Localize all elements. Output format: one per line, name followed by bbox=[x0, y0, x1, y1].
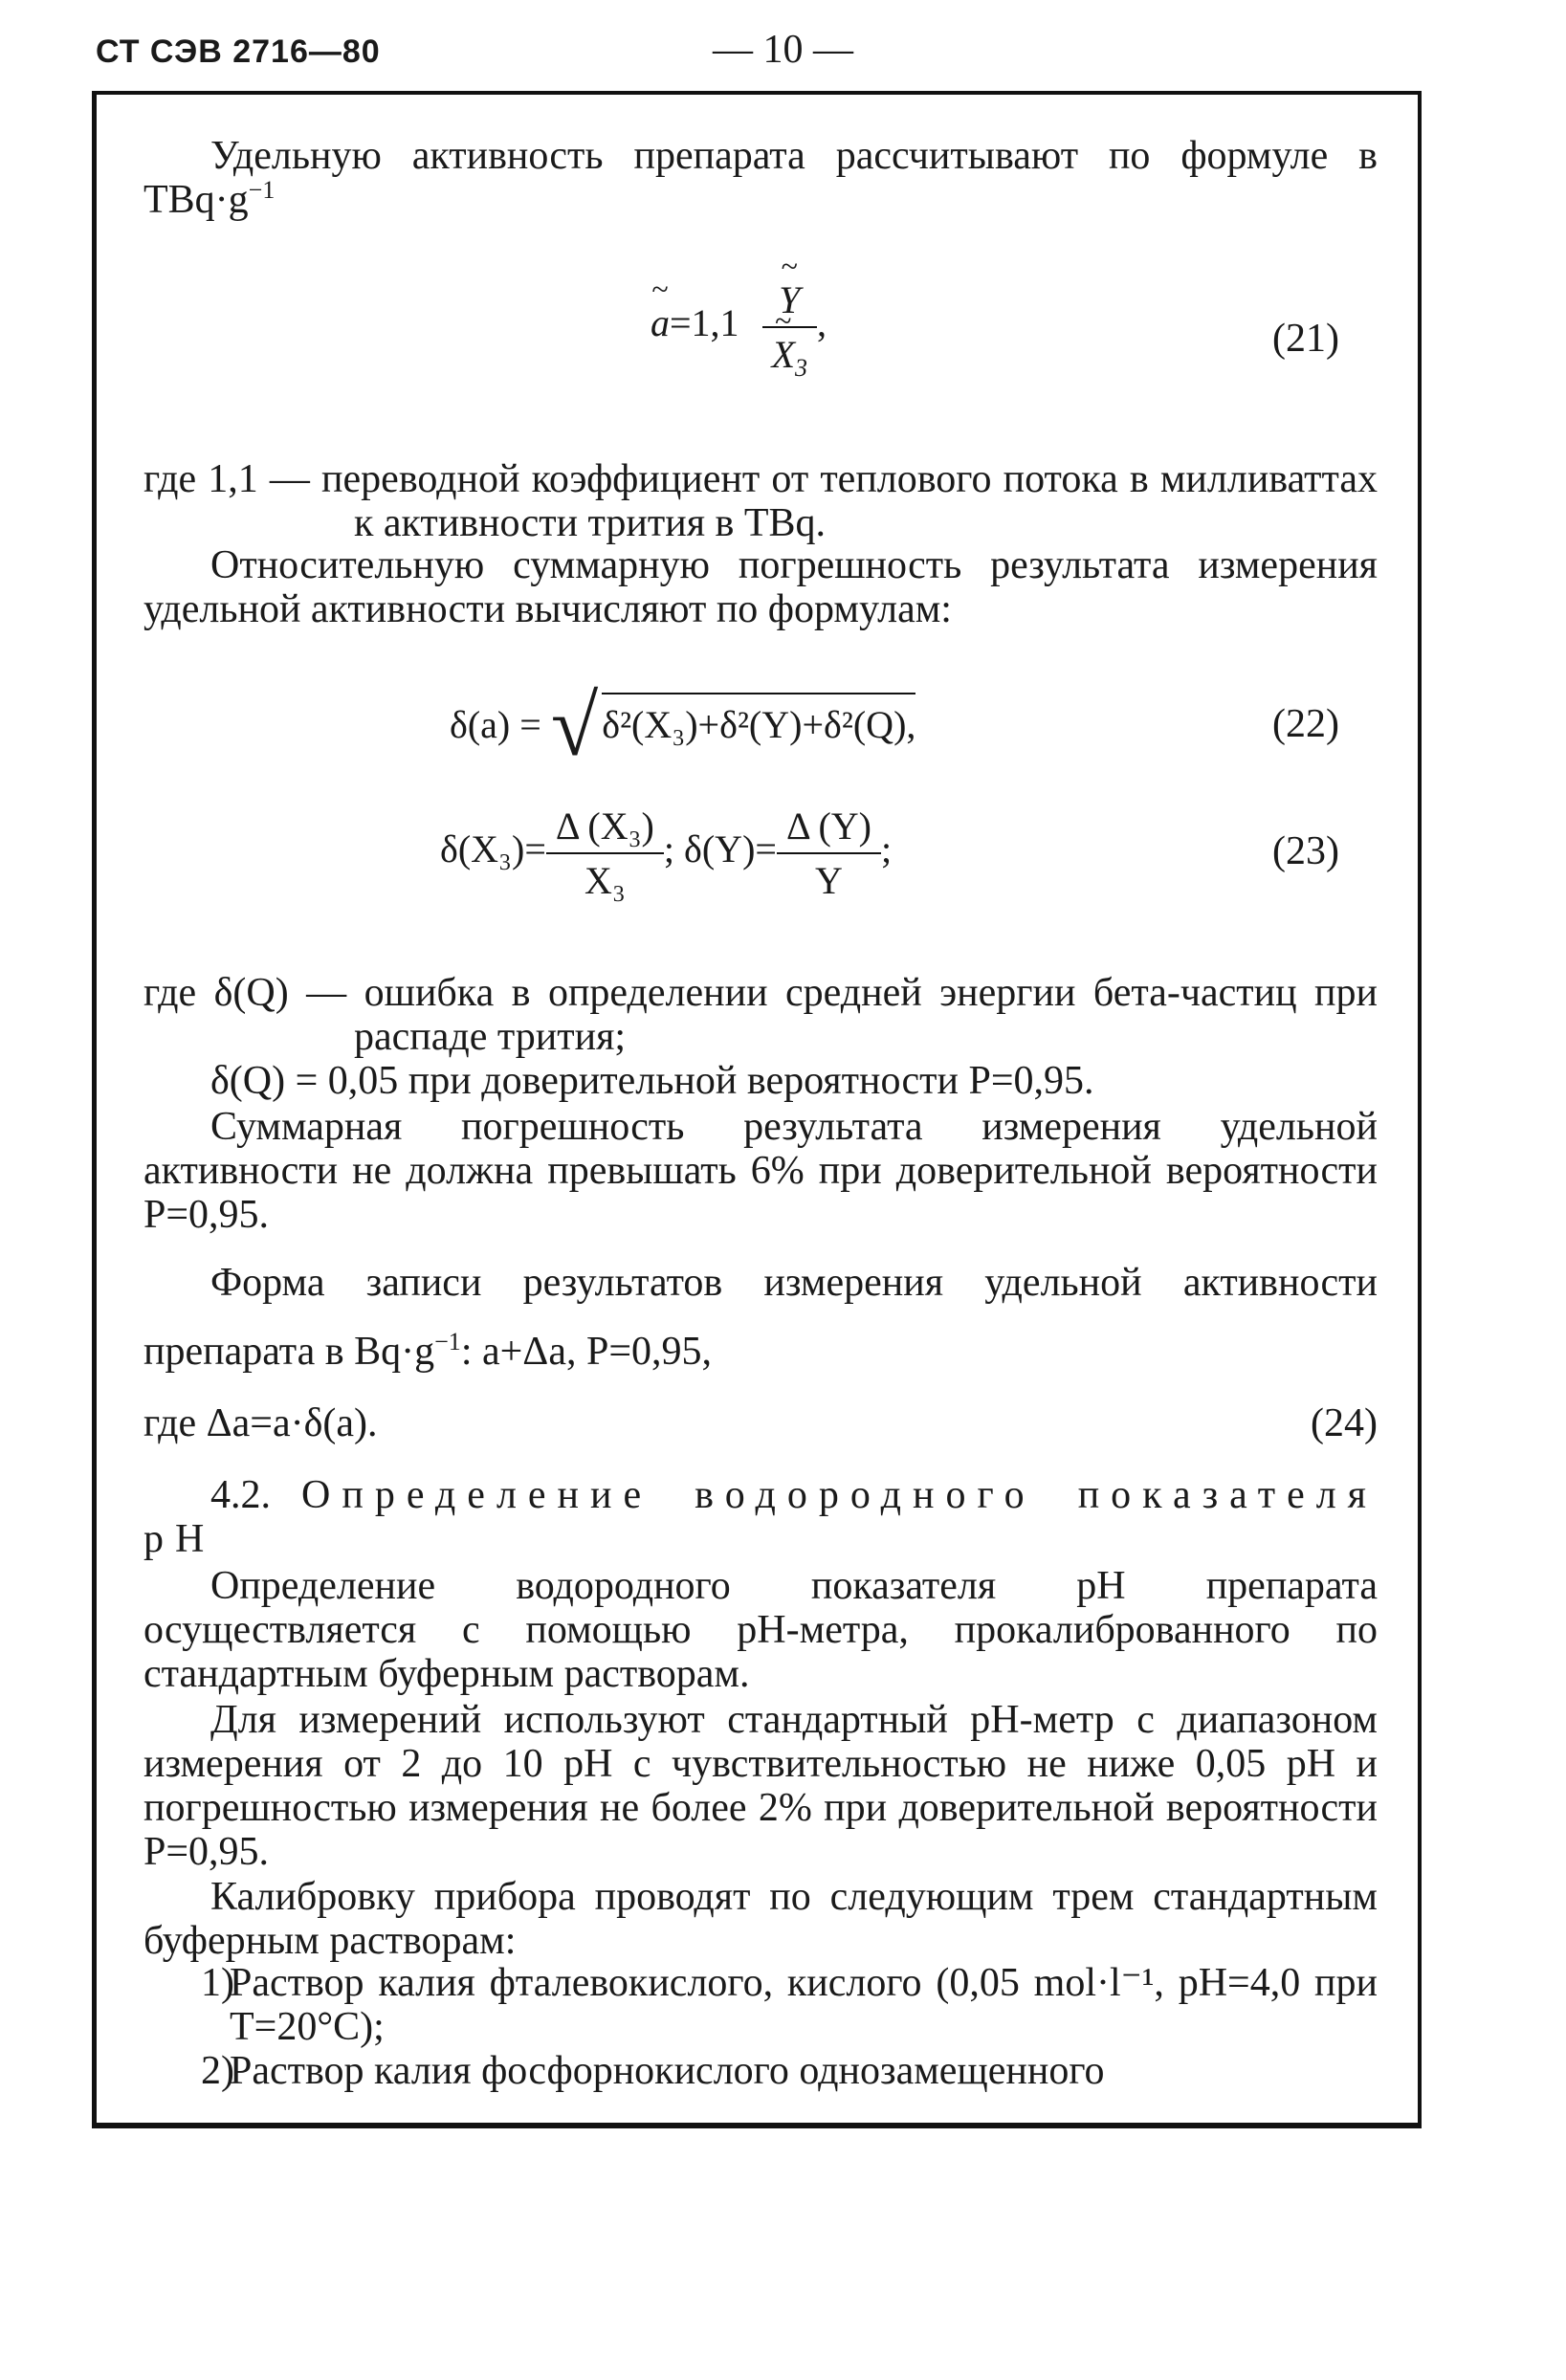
list-item-number: 2) bbox=[201, 2049, 234, 2093]
paragraph-text-formula: : a+Δa, P=0,95, bbox=[460, 1330, 713, 1374]
section-number: 4.2. bbox=[210, 1473, 271, 1517]
where-label: где 1,1 bbox=[143, 457, 258, 501]
equation-22 bbox=[450, 660, 916, 774]
superscript: −1 bbox=[434, 1328, 461, 1355]
square-root: √ δ²(X₃)+δ²(Y)+δ²(Q), bbox=[550, 679, 916, 774]
eq21-coefficient: =1,1 bbox=[670, 301, 739, 345]
eq24-text: где Δa=a·δ(a). bbox=[143, 1401, 378, 1445]
eq21-numerator: ~ Y bbox=[779, 277, 800, 322]
paragraph-text: Удельную активность препарата рассчитывают по формуле в TBq·g bbox=[143, 134, 1378, 222]
paragraph-text: Для измерений используют стандартный pH-метр с диапазоном измерения от 2 до 10 pH с чувствительностью не ниже 0,05 pH и погрешностью измерения не более 2% при доверительной вероятности P=0,95. bbox=[143, 1698, 1378, 1874]
eq23-semicolon: ; bbox=[881, 827, 893, 871]
eq21-lhs: ~ a bbox=[651, 300, 670, 345]
buffer-list bbox=[143, 1961, 1378, 2093]
eq21-fraction bbox=[762, 277, 817, 382]
list-item-text: Раствор калия фосфорнокислого однозамещенного bbox=[230, 2049, 1105, 2093]
paragraph-calibration bbox=[143, 1875, 1378, 1963]
section-heading-4-2 bbox=[143, 1473, 1378, 1561]
eq23-num1: Δ (X₃) bbox=[555, 804, 654, 848]
eq23-fraction2 bbox=[777, 804, 881, 903]
where-text: — ошибка в определении средней энергии бета-частиц при распаде трития; bbox=[306, 971, 1378, 1059]
where-text: — переводной коэффициент от теплового потока в милливаттах к активности трития в TBq. bbox=[269, 457, 1378, 545]
paragraph-text: Определение водородного показателя pH препарата осуществляется с помощью pH-метра, прокалиброванного по стандартным буферным растворам. bbox=[143, 1564, 1378, 1696]
eq21-comma: , bbox=[817, 301, 827, 345]
where-value-line: δ(Q) = 0,05 при доверительной вероятности P=0,95. bbox=[210, 1059, 1094, 1103]
paragraph-relative-error bbox=[143, 543, 1378, 631]
paragraph-total-error bbox=[143, 1105, 1378, 1237]
eq23-den2: Y bbox=[815, 859, 843, 902]
equation-21-number: (21) bbox=[1272, 317, 1339, 361]
eq23-fraction1 bbox=[546, 804, 664, 903]
paragraph-record-form bbox=[143, 1248, 1378, 1386]
equation-23-number: (23) bbox=[1272, 829, 1339, 873]
where-block-1 bbox=[143, 457, 1378, 545]
paragraph-text: Форма записи результатов измерения удельной активности препарата в Bq·g bbox=[143, 1261, 1378, 1374]
list-item-number: 1) bbox=[201, 1961, 234, 2005]
list-item-text: Раствор калия фталевокислого, кислого (0,05 mol·l⁻¹, pH=4,0 при T=20°C); bbox=[230, 1961, 1378, 2049]
paragraph-text: Относительную суммарную погрешность результата измерения удельной активности вычисляют по формулам: bbox=[143, 543, 1378, 631]
eq23-lhs2: δ(Y)= bbox=[684, 827, 777, 871]
paragraph-text: Суммарная погрешность результата измерения удельной активности не должна превышать 6% при доверительной вероятности P=0,95. bbox=[143, 1105, 1378, 1237]
superscript: −1 bbox=[248, 176, 276, 204]
list-item bbox=[143, 1961, 1378, 2049]
page-number: — 10 — bbox=[713, 28, 853, 72]
where-label: где δ(Q) bbox=[143, 971, 289, 1015]
section-title: Определение водородного показателя pH bbox=[143, 1473, 1379, 1561]
paragraph-text: Калибровку прибора проводят по следующим трем стандартным буферным растворам: bbox=[143, 1875, 1378, 1963]
equation-21 bbox=[651, 277, 827, 382]
where-block-2 bbox=[143, 971, 1378, 1103]
equation-22-number: (22) bbox=[1272, 702, 1339, 746]
paragraph-ph-definition bbox=[143, 1564, 1378, 1696]
eq23-num2: Δ (Y) bbox=[785, 804, 871, 848]
list-item bbox=[143, 2049, 1378, 2093]
eq23-lhs1: δ(X₃)= bbox=[440, 827, 546, 871]
eq22-lhs: δ(a) = bbox=[450, 703, 541, 746]
equation-23 bbox=[440, 804, 892, 903]
eq21-subscript: 3 bbox=[795, 354, 807, 382]
paragraph-ph-meter bbox=[143, 1698, 1378, 1874]
header-standard: СТ СЭВ 2716—80 bbox=[96, 33, 381, 70]
eq21-denominator: ~ X bbox=[772, 332, 795, 377]
eq23-den1: X₃ bbox=[584, 859, 626, 902]
equation-24-number: (24) bbox=[1311, 1401, 1378, 1445]
equation-24 bbox=[143, 1401, 1378, 1445]
eq23-separator: ; bbox=[663, 827, 675, 871]
paragraph-specific-activity bbox=[143, 134, 1378, 222]
eq22-radicand: δ²(X₃)+δ²(Y)+δ²(Q), bbox=[602, 693, 915, 747]
